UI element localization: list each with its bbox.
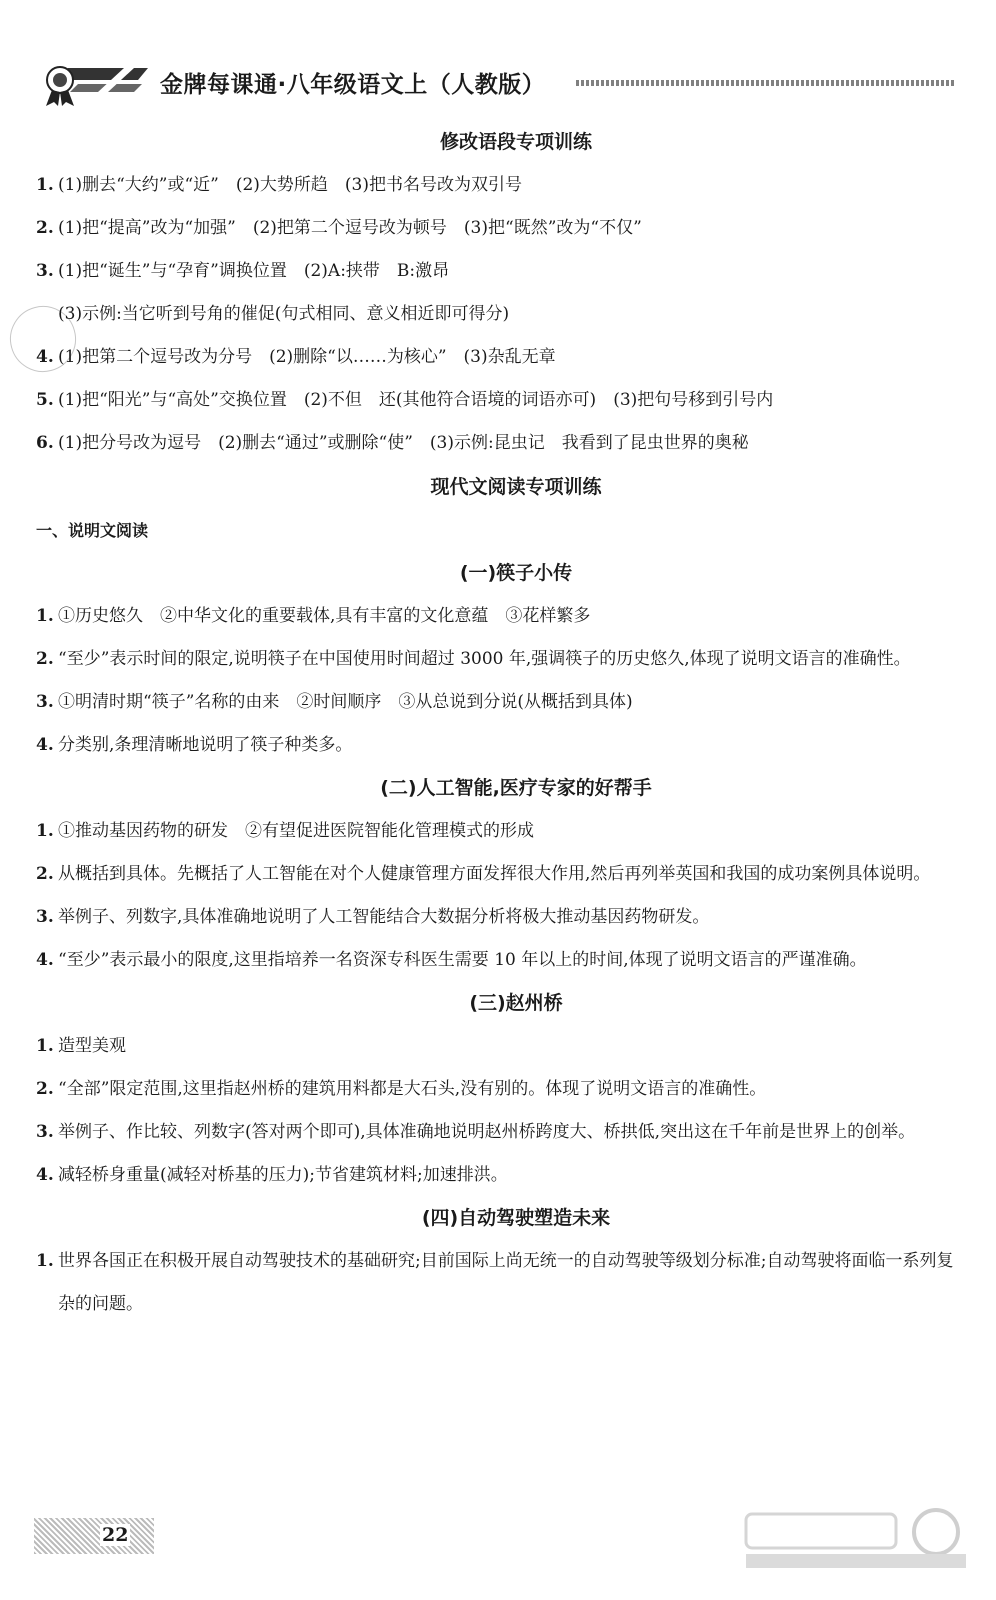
item-number: 4. [36, 1165, 54, 1185]
header-rule [576, 80, 954, 86]
medal-ribbon-icon [38, 58, 158, 108]
page-number: 22 [102, 1524, 129, 1546]
item-number: 3. [36, 1122, 54, 1142]
item-number: 1. [36, 175, 54, 195]
item-text: (1)把“阳光”与“高处”交换位置 (2)不但 还(其他符合语境的词语亦可) (3)把句号移到引号内 [58, 390, 774, 410]
answer-item [36, 896, 956, 939]
item-number: 3. [36, 692, 54, 712]
item-number: 4. [36, 950, 54, 970]
item-number: 3. [36, 261, 54, 281]
answer-item [36, 207, 956, 250]
answer-item [36, 379, 956, 422]
answer-item [36, 638, 956, 681]
page-footer [34, 1518, 154, 1554]
item-text: (1)把“提高”改为“加强” (2)把第二个逗号改为顿号 (3)把“既然”改为“不仅” [58, 218, 642, 238]
answer-item [36, 810, 956, 853]
passage-title: (三)赵州桥 [469, 992, 563, 1014]
item-number: 2. [36, 1079, 54, 1099]
item-number: 6. [36, 433, 54, 453]
item-text: (3)示例:当它听到号角的催促(句式相同、意义相近即可得分) [58, 304, 510, 324]
item-text: ①明清时期“筷子”名称的由来 ②时间顺序 ③从总说到分说(从概括到具体) [58, 692, 633, 712]
book-title: 金牌每课通·八年级语文上（人教版） [160, 72, 546, 98]
answer-item [36, 724, 956, 767]
answer-item [36, 595, 956, 638]
item-number: 1. [36, 1036, 54, 1056]
answer-item [36, 939, 956, 982]
answer-item [36, 164, 956, 207]
item-number: 4. [36, 347, 54, 367]
item-text: 举例子、作比较、列数字(答对两个即可),具体准确地说明赵州桥跨度大、桥拱低,突出这在千年前是世界上的创举。 [58, 1122, 916, 1142]
answer-item [36, 853, 956, 896]
item-text: 造型美观 [58, 1036, 126, 1056]
item-number: 2. [36, 864, 54, 884]
answer-item [36, 422, 956, 465]
item-text: 从概括到具体。先概括了人工智能在对个人健康管理方面发挥很大作用,然后再列举英国和我国的成功案例具体说明。 [58, 864, 931, 884]
item-number: 1. [36, 1251, 54, 1271]
answer-content [36, 120, 956, 1326]
passage-title: (四)自动驾驶塑造未来 [421, 1207, 611, 1229]
item-text: (1)把分号改为逗号 (2)删去“通过”或删除“使” (3)示例:昆虫记 我看到了昆虫世界的奥秘 [58, 433, 749, 453]
passage-title: (一)筷子小传 [459, 562, 573, 584]
item-number: 1. [36, 821, 54, 841]
item-number: 1. [36, 606, 54, 626]
passage-title: (二)人工智能,医疗专家的好帮手 [380, 777, 652, 799]
item-text: 世界各国正在积极开展自动驾驶技术的基础研究;目前国际上尚无统一的自动驾驶等级划分标准;自动驾驶将面临一系列复杂的问题。 [58, 1251, 954, 1314]
page-header [38, 58, 958, 108]
item-text: (1)把第二个逗号改为分号 (2)删除“以……为核心” (3)杂乱无章 [58, 347, 556, 367]
item-number: 2. [36, 649, 54, 669]
item-text: 举例子、列数字,具体准确地说明了人工智能结合大数据分析将极大推动基因药物研发。 [58, 907, 710, 927]
section-title-reading: 现代文阅读专项训练 [430, 476, 602, 498]
item-text: “全部”限定范围,这里指赵州桥的建筑用料都是大石头,没有别的。体现了说明文语言的准确性。 [58, 1079, 767, 1099]
item-number: 4. [36, 735, 54, 755]
item-text: (1)删去“大约”或“近” (2)大势所趋 (3)把书名号改为双引号 [58, 175, 523, 195]
answer-item-continuation [36, 293, 956, 336]
answer-item [36, 336, 956, 379]
item-number: 3. [36, 907, 54, 927]
answer-item [36, 1068, 956, 1111]
item-text: 减轻桥身重量(减轻对桥基的压力);节省建筑材料;加速排洪。 [58, 1165, 508, 1185]
answer-item [36, 1154, 956, 1197]
item-text: ①推动基因药物的研发 ②有望促进医院智能化管理模式的形成 [58, 821, 534, 841]
item-text: (1)把“诞生”与“孕育”调换位置 (2)A:挟带 B:激昂 [58, 261, 450, 281]
category-title: 一、说明文阅读 [36, 521, 149, 540]
item-text: “至少”表示时间的限定,说明筷子在中国使用时间超过 3000 年,强调筷子的历史悠久,体现了说明文语言的准确性。 [58, 649, 911, 669]
item-text: “至少”表示最小的限度,这里指培养一名资深专科医生需要 10 年以上的时间,体现了说明文语言的严谨准确。 [58, 950, 867, 970]
watermark-logo-icon [736, 1504, 976, 1574]
answer-item [36, 1025, 956, 1068]
item-number: 2. [36, 218, 54, 238]
answer-item [36, 1111, 956, 1154]
answer-item [36, 1240, 956, 1326]
item-text: ①历史悠久 ②中华文化的重要载体,具有丰富的文化意蕴 ③花样繁多 [58, 606, 591, 626]
section-title-revision: 修改语段专项训练 [439, 131, 592, 153]
answer-item [36, 681, 956, 724]
answer-item [36, 250, 956, 293]
item-number: 5. [36, 390, 54, 410]
item-text: 分类别,条理清晰地说明了筷子种类多。 [58, 735, 353, 755]
